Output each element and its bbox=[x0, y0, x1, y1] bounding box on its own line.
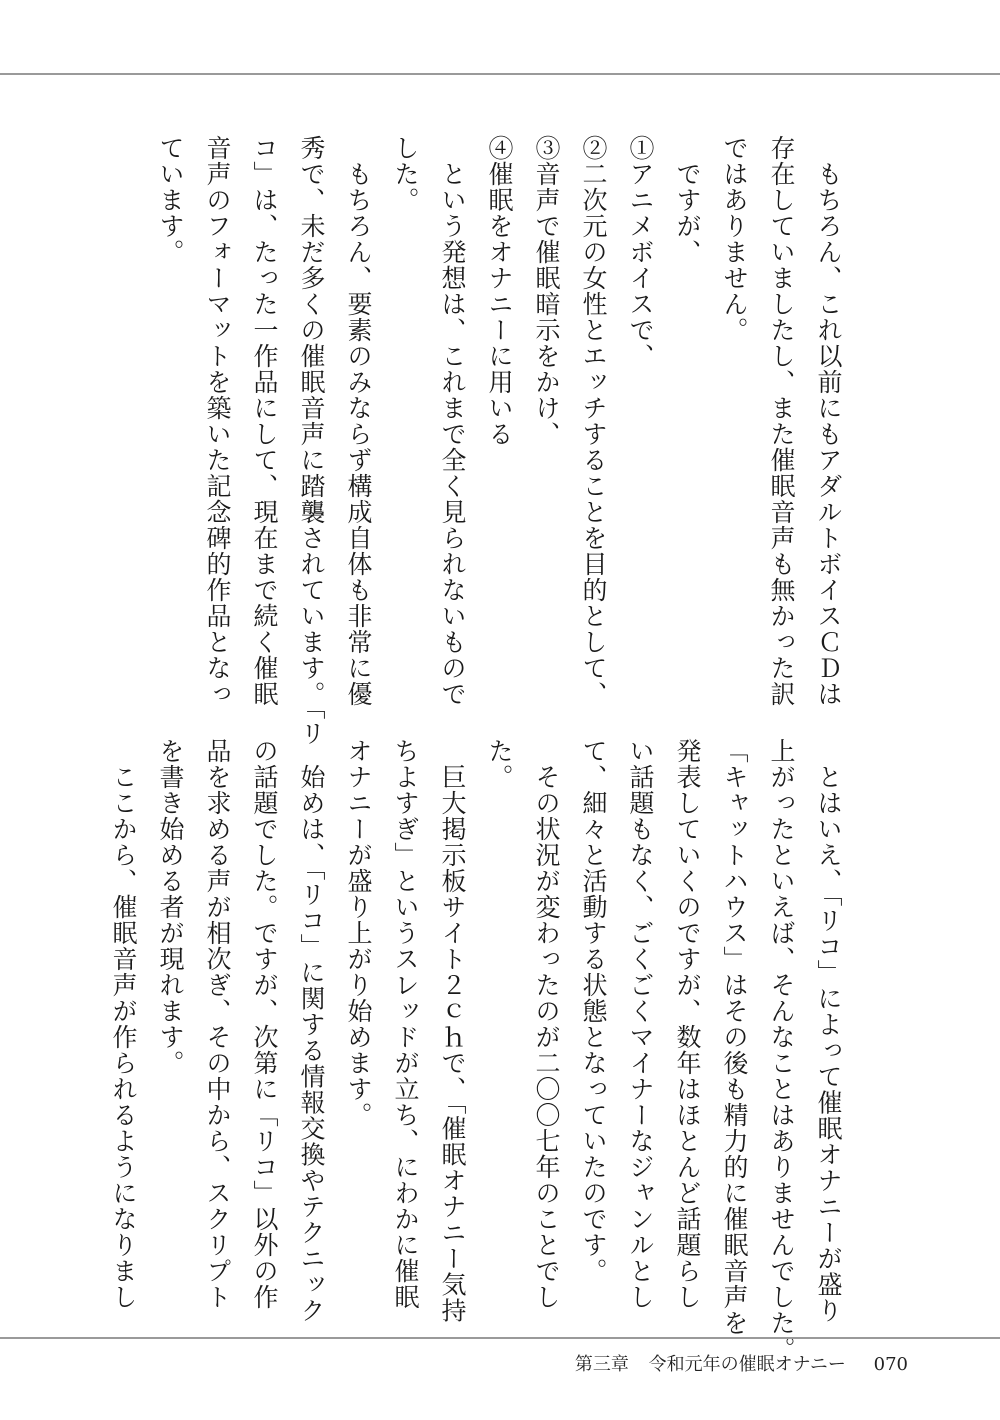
text-line: 巨大掲示板サイト２ｃｈで、「催眠オナニー気持 bbox=[438, 738, 467, 1324]
text-line: 秀で、未だ多くの催眠音声に踏襲されています。「リ bbox=[297, 135, 326, 747]
text-line: い話題もなく、ごくごくマイナーなジャンルとし bbox=[626, 738, 655, 1310]
text-line: とはいえ、「リコ」によって催眠オナニーが盛り bbox=[814, 738, 843, 1324]
text-line: という発想は、これまで全く見られないもので bbox=[438, 135, 467, 707]
body-text-top bbox=[156, 135, 852, 747]
text-line: もちろん、要素のみならず構成自体も非常に優 bbox=[344, 135, 373, 707]
text-line: コ」は、たった一作品にして、現在まで続く催眠 bbox=[250, 135, 279, 707]
text-line: ちよすぎ」というスレッドが立ち、にわかに催眠 bbox=[391, 738, 420, 1310]
text-line: 品を求める声が相次ぎ、その中から、スクリプト bbox=[203, 738, 232, 1310]
text-line: 存在していましたし、また催眠音声も無かった訳 bbox=[767, 135, 796, 707]
text-line: した。 bbox=[391, 135, 420, 213]
text-line: た。 bbox=[485, 738, 514, 790]
text-line: その状況が変わったのが二〇〇七年のことでし bbox=[532, 738, 561, 1310]
text-line: ④催眠をオナニーに用いる bbox=[485, 135, 514, 447]
footer-chapter: 第三章 bbox=[574, 1354, 629, 1375]
text-line: 音声のフォーマットを築いた記念碑的作品となっ bbox=[203, 135, 232, 707]
body-text-bottom bbox=[109, 738, 852, 1362]
text-line: ③音声で催眠暗示をかけ、 bbox=[532, 135, 561, 447]
text-line: もちろん、これ以前にもアダルトボイスＣＤは bbox=[814, 135, 843, 707]
text-line: 「キャットハウス」はその後も精力的に催眠音声を bbox=[720, 738, 749, 1336]
top-rule bbox=[0, 73, 1000, 75]
running-footer bbox=[575, 1350, 908, 1376]
page-number: 070 bbox=[873, 1354, 908, 1375]
text-line: て、細々と活動する状態となっていたのです。 bbox=[579, 738, 608, 1284]
text-line: の話題でした。ですが、次第に「リコ」以外の作 bbox=[250, 738, 279, 1310]
text-line: 上がったといえば、そんなことはありませんでした。 bbox=[767, 738, 796, 1362]
text-line: を書き始める者が現れます。 bbox=[156, 738, 185, 1076]
text-line: ②二次元の女性とエッチすることを目的として、 bbox=[579, 135, 608, 707]
footer-title: 令和元年の催眠オナニー bbox=[648, 1354, 846, 1375]
text-line: ています。 bbox=[156, 135, 185, 265]
text-line: ①アニメボイスで、 bbox=[626, 135, 655, 369]
bottom-rule bbox=[0, 1337, 1000, 1339]
text-line: ですが、 bbox=[673, 135, 702, 265]
text-line: 発表していくのですが、数年はほとんど話題らし bbox=[673, 738, 702, 1310]
text-line: 始めは、「リコ」に関する情報交換やテクニック bbox=[297, 738, 326, 1324]
text-line: オナニーが盛り上がり始めます。 bbox=[344, 738, 373, 1128]
text-line: ではありません。 bbox=[720, 135, 749, 343]
text-line: ここから、催眠音声が作られるようになりまし bbox=[109, 738, 138, 1310]
